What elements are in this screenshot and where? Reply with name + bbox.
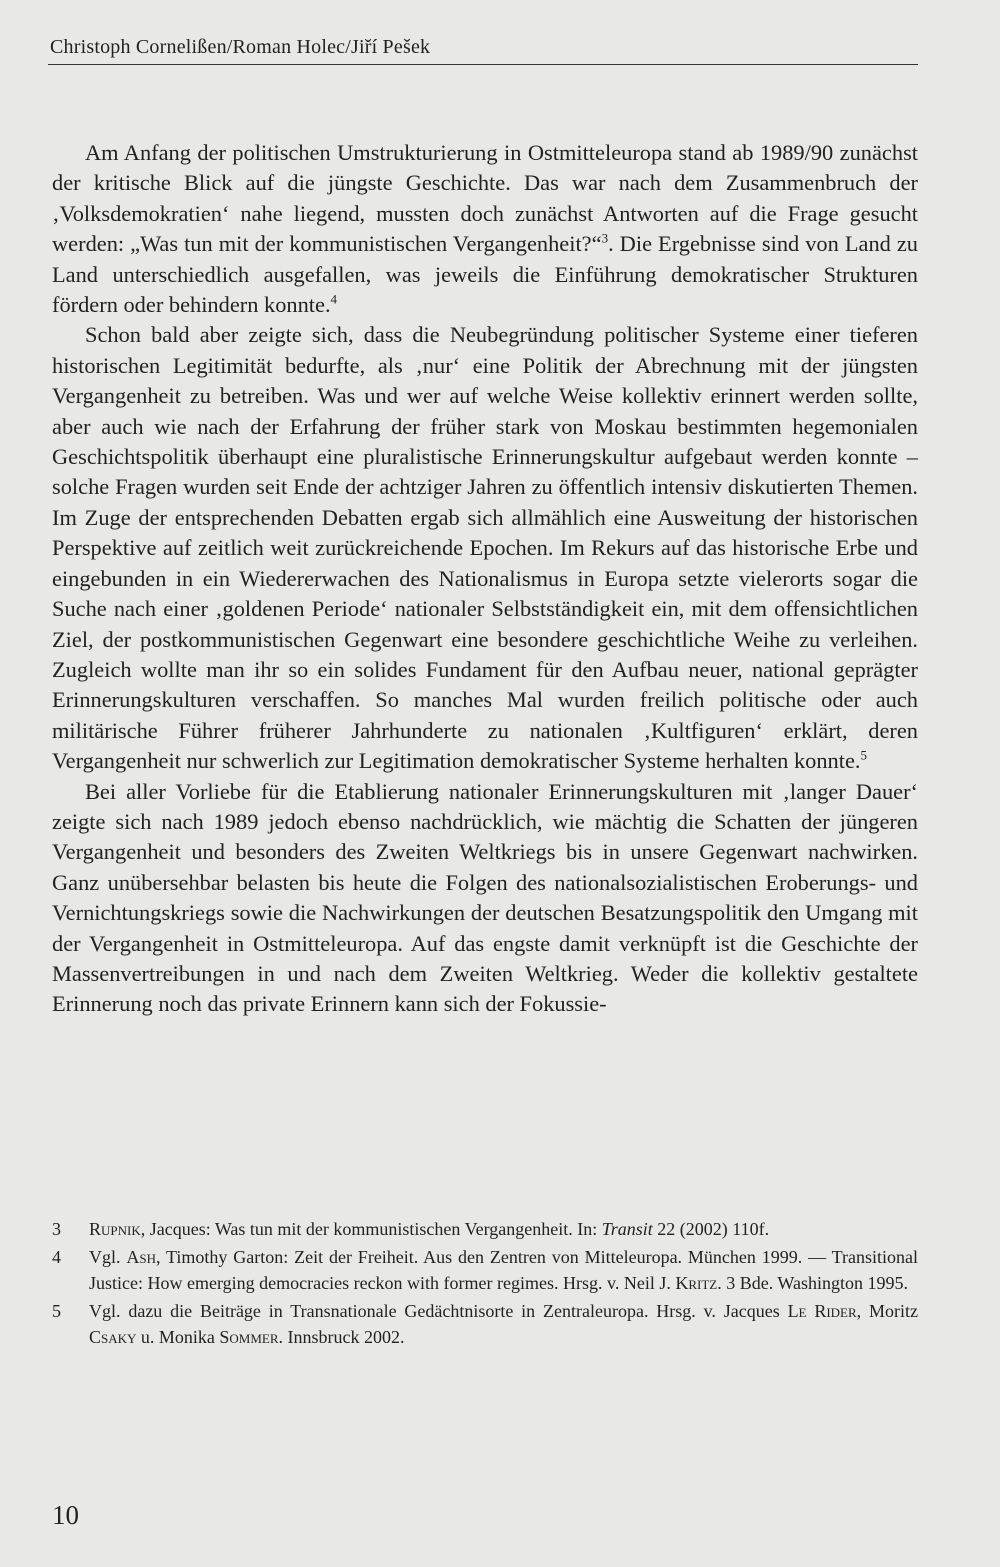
footnote-ref-3[interactable]: 3 <box>601 230 609 246</box>
footnote-ref-4[interactable]: 4 <box>330 291 338 307</box>
page-number: 10 <box>52 1500 79 1530</box>
paragraph-3: Bei aller Vorliebe für die Etablierung nationaler Erinnerungskulturen mit ‚langer Dauer‘ zeigte sich nach 1989 jedoch ebenso nachdrücklich, wie mächtig die Schatten der jüngeren Vergangenheit und besonders des Zweiten Weltkriegs bis in unsere Gegenwart nachwirken. Ganz unübersehbar belasten bis heute die Folgen des nationalsozialistischen Eroberungs- und Vernichtungskriegs sowie die Nachwirkungen der deutschen Besatzungspolitik den Umgang mit der Vergangenheit in Ostmitteleuropa. Auf das engste damit verknüpft ist die Geschichte der Massenvertreibungen in und nach dem Zweiten Weltkrieg. Weder die kollektiv gestaltete Erinnerung noch das private Erinnern kann sich der Fokussie- <box>52 778 918 1017</box>
footnotes <box>52 1216 918 1352</box>
footnote-5 <box>52 1298 918 1351</box>
footnote-number: 3 <box>52 1219 61 1239</box>
running-head: Christoph Cornelißen/Roman Holec/Jiří Pešek <box>50 36 431 58</box>
footnote-number: 4 <box>52 1246 61 1267</box>
footnote-text: Vgl. Ash, Timothy Garton: Zeit der Freiheit. Aus den Zentren von Mitteleuropa. München 1999. — Transitional Justice: How emerging democracies reckon with former regimes. Hrsg. v. Neil J. Kritz. 3 Bde. Washington 1995. <box>89 1246 919 1293</box>
footnote-number: 5 <box>52 1300 61 1321</box>
header-rule <box>48 64 918 65</box>
footnote-4 <box>52 1244 918 1297</box>
footnote-text: Vgl. dazu die Beiträge in Transnationale Gedächtnisorte in Zentraleuropa. Hrsg. v. Jacques Le Rider, Moritz Csaky u. Monika Sommer. Innsbruck 2002. <box>89 1300 918 1347</box>
paragraph-2: Schon bald aber zeigte sich, dass die Neubegründung politischer Systeme einer tieferen historischen Legitimität bedurfte, als ‚nur‘ eine Politik der Abrechnung mit der jüngsten Vergangenheit zu betreiben. Was und wer auf welche Weise kollektiv erinnert werden sollte, aber auch wie nach der Erfahrung der früher stark von Moskau bestimmten hegemonialen Geschichtspolitik überhaupt eine pluralistische Erinnerungskultur aufgebaut werden konnte – solche Fragen wurden seit Ende der achtziger Jahren zu öffentlich intensiv diskutierten Themen. Im Zuge der entsprechenden Debatten ergab sich allmählich eine Ausweitung der historischen Perspektive auf zeitlich weit zurückreichende Epochen. Im Rekurs auf das historische Erbe und eingebunden in ein Wiedererwachen des Nationalismus in Europa setzte vielerorts sogar die Suche nach einer ‚goldenen Periode‘ nationaler Selbstständigkeit ein, mit dem offensichtlichen Ziel, der postkommunistischen Gegenwart eine besondere geschichtliche Weihe zu verleihen. Zugleich wollte man ihr so ein solides Fundament für den Aufbau neuer, national geprägter Erinnerungskulturen verschaffen. So manches Mal wurden freilich politische oder auch militärische Führer früherer Jahrhunderte zu nationalen ‚Kultfiguren‘ erklärt, deren Vergangenheit nur schwerlich zur Legitimation demokratischer Systeme herhalten konnte.$^5$ <box>52 322 918 774</box>
paragraph-1: Am Anfang der politischen Umstrukturierung in Ostmitteleuropa stand ab 1989/90 zunächst der kritische Blick auf die jüngste Geschichte. Das war nach dem Zusammenbruch der ‚Volksdemokratien‘ nahe liegend, mussten doch zunächst Antworten auf die Frage gesucht werden: „Was tun mit der kommunistischen Vergangenheit?“$^3$. Die Ergebnisse sind von Land zu Land unterschiedlich ausgefallen, was jeweils die Einführung demokratischer Strukturen fördern oder behindern konnte.$^4$ <box>52 140 918 318</box>
main-text <box>52 138 918 1020</box>
footnote-ref-5[interactable]: 5 <box>860 747 867 763</box>
footnote-text: Rupnik, Jacques: Was tun mit der kommunistischen Vergangenheit. In: Transit 22 (2002) 110f. <box>89 1219 770 1239</box>
footnote-3 <box>52 1216 918 1243</box>
